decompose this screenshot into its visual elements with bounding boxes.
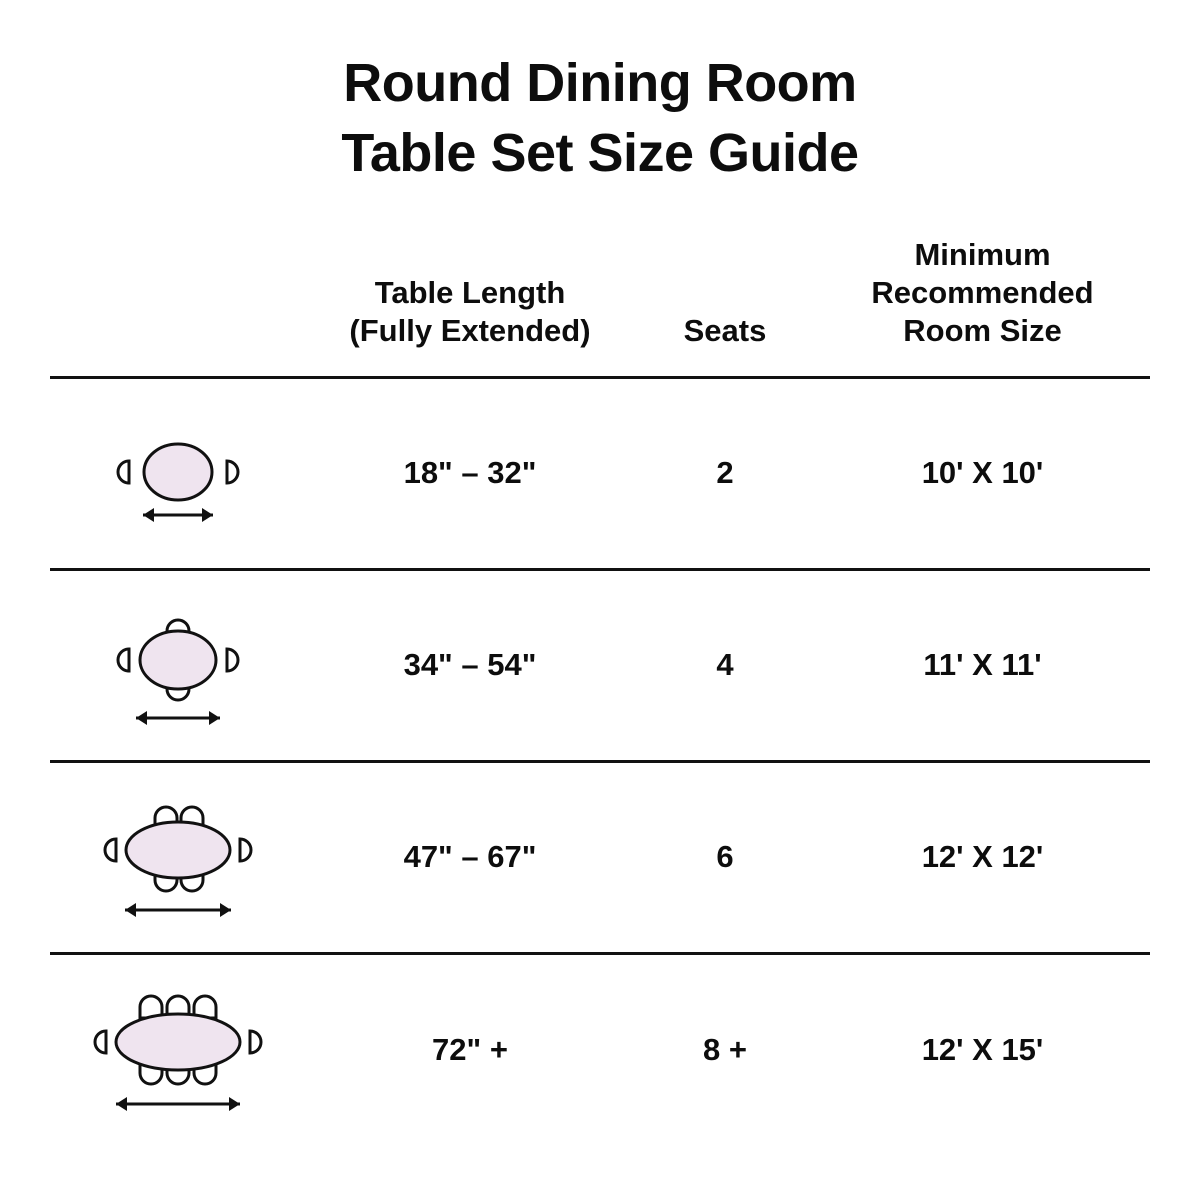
row-seats: 2 (716, 455, 734, 491)
row-table-length: 18" – 32" (403, 455, 537, 491)
column-header-seats: Seats (683, 313, 767, 348)
row-table-length: 72" + (432, 1032, 508, 1068)
row-room-size: 10' X 10' (921, 455, 1044, 491)
page-title (0, 0, 1200, 188)
row-diagram-cell (50, 569, 305, 761)
table-row (50, 569, 1150, 761)
row-diagram-cell (50, 377, 305, 569)
column-header-room-size (815, 236, 1150, 377)
row-table-length: 34" – 54" (403, 647, 537, 683)
round-table-6-seats-icon (50, 782, 305, 932)
row-room-size: 12' X 12' (921, 839, 1044, 875)
table-row (50, 953, 1150, 1145)
row-seats: 8 + (703, 1032, 747, 1068)
round-table-4-seats-icon (50, 593, 305, 738)
table-header (50, 236, 1150, 377)
row-diagram-cell (50, 953, 305, 1145)
row-seats: 4 (716, 647, 734, 683)
column-header-table-length-line1: Table Length (374, 275, 566, 311)
page-title-line-1: Round Dining Room (343, 53, 857, 113)
page-title-line-2: Table Set Size Guide (341, 123, 859, 184)
row-table-length: 47" – 67" (403, 839, 537, 875)
table-row (50, 377, 1150, 569)
row-room-size: 12' X 15' (921, 1032, 1044, 1068)
column-header-room-size-line3: Room Size (903, 313, 1062, 348)
row-room-size: 11' X 11' (923, 647, 1042, 683)
column-header-table-length (305, 236, 635, 377)
column-header-room-size-line2: Recommended (871, 275, 1094, 311)
size-guide-table (50, 236, 1150, 1145)
table-row (50, 761, 1150, 953)
round-table-2-seats-icon (50, 418, 305, 528)
row-seats: 6 (716, 839, 734, 875)
table-body (50, 377, 1150, 1145)
round-table-8-seats-icon (50, 973, 305, 1128)
column-header-diagram (50, 236, 305, 377)
column-header-table-length-line2: (Fully Extended) (349, 313, 591, 348)
column-header-room-size-line1: Minimum (914, 237, 1051, 273)
row-diagram-cell (50, 761, 305, 953)
